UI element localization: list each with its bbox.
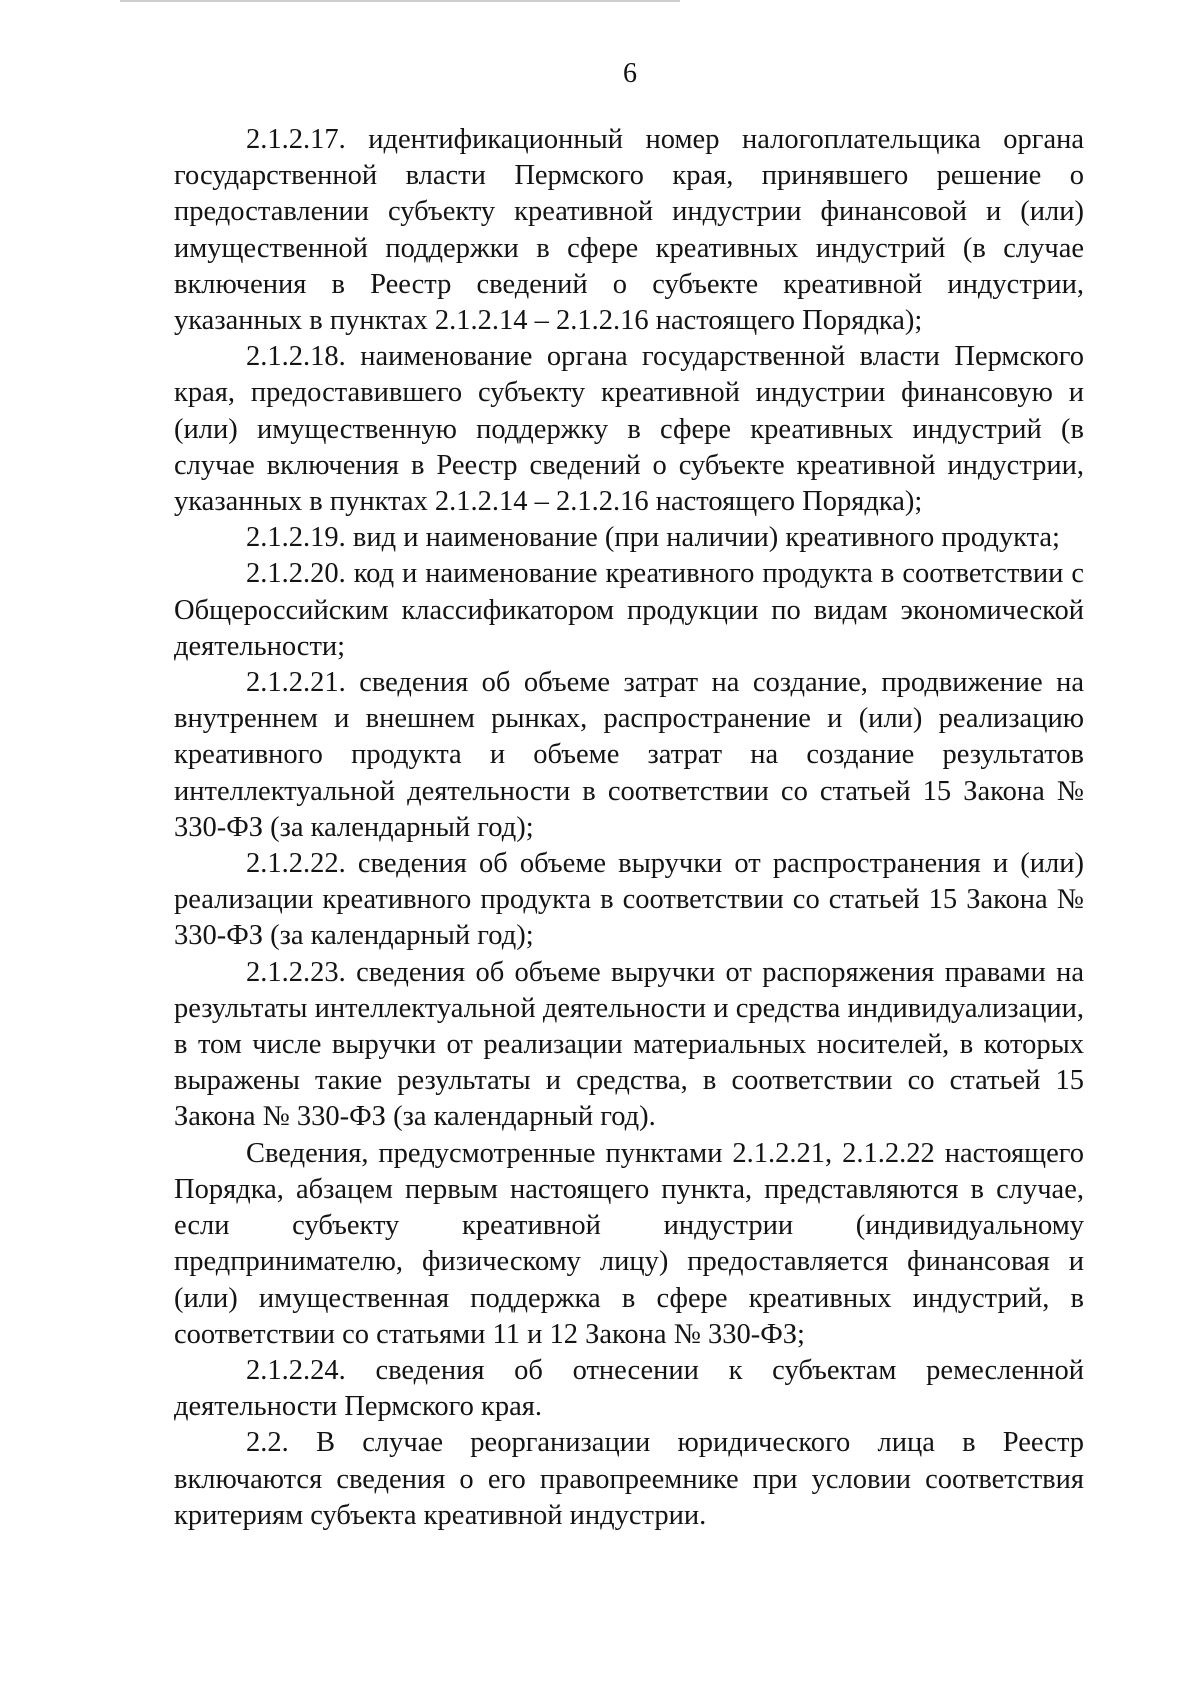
clause-number: 2.1.2.21.	[246, 667, 346, 699]
clause-text: сведения об отнесении к субъектам ремесленной деятельности Пермского края.	[174, 1354, 1084, 1423]
clause-number: 2.1.2.19.	[246, 522, 346, 554]
clause-2-1-2-19	[174, 520, 1084, 556]
clause-2-1-2-17	[174, 122, 1084, 339]
clause-text: идентификационный номер налогоплательщика органа государственной власти Пермского края, принявшего решение о предоставлении субъекту креативной индустрии финансовой и (или) имущественной поддержки в сфере креативных индустрий (в случае включения в Реестр сведений о субъекте креативной индустрии, указанных в пунктах 2.1.2.14 – 2.1.2.16 настоящего Порядка);	[174, 124, 1085, 337]
clause-text: Сведения, предусмотренные пунктами 2.1.2.21, 2.1.2.22 настоящего Порядка, абзацем первым настоящего пункта, представляются в случае, если субъекту креативной индустрии (индивидуальному предпринимателю, физическому лицу) предоставляется финансовая и (или) имущественная поддержка в сфере креативных индустрий, в соответствии со статьями 11 и 12 Закона № 330-ФЗ;	[174, 1137, 1084, 1350]
clause-number: 2.1.2.18.	[246, 341, 346, 373]
clause-text: код и наименование креативного продукта в соответствии с Общероссийским классификатором продукции по видам экономической деятельности;	[174, 558, 1084, 662]
clause-number: 2.1.2.22.	[246, 848, 346, 880]
clause-number: 2.1.2.23.	[246, 956, 346, 988]
clause-text: сведения об объеме выручки от распоряжения правами на результаты интеллектуальной деятельности и средства индивидуализации, в том числе выручки от реализации материальных носителей, в которых выражены такие результаты и средства, в соответствии со статьей 15 Закона № 330-ФЗ (за календарный год).	[174, 956, 1084, 1133]
clause-text: наименование органа государственной власти Пермского края, предоставившего субъекту креативной индустрии финансовую и (или) имущественную поддержку в сфере креативных индустрий (в случае включения в Реестр сведений о субъекте креативной индустрии, указанных в пунктах 2.1.2.14 – 2.1.2.16 настоящего Порядка);	[174, 341, 1084, 518]
clause-2-2	[174, 1425, 1084, 1534]
page-number: 6	[623, 58, 637, 89]
clause-2-1-2-18	[174, 339, 1084, 520]
clause-text: сведения об объеме затрат на создание, продвижение на внутреннем и внешнем рынках, распространение и (или) реализацию креативного продукта и объеме затрат на создание результатов интеллектуальной деятельности в соответствии со статьей 15 Закона № 330-ФЗ (за календарный год);	[174, 667, 1085, 843]
clause-2-1-2-24	[174, 1353, 1084, 1425]
clause-2-1-2-21	[174, 665, 1084, 846]
clause-text: В случае реорганизации юридического лица в Реестр включаются сведения о его правопреемнике при условии соответствия критериям субъекта креативной индустрии.	[174, 1427, 1084, 1531]
clause-number: 2.1.2.20.	[246, 558, 346, 590]
document-body	[174, 122, 1084, 1534]
clause-number: 2.1.2.24.	[246, 1354, 346, 1386]
clause-2-1-2-20	[174, 556, 1084, 665]
clause-2-1-2-22	[174, 846, 1084, 955]
clause-number: 2.2.	[246, 1427, 289, 1459]
scan-edge-line	[120, 0, 680, 2]
clause-2-1-2-23	[174, 955, 1084, 1136]
clause-text: сведения об объеме выручки от распространения и (или) реализации креативного продукта в соответствии со статьей 15 Закона № 330-ФЗ (за календарный год);	[174, 848, 1085, 952]
clause-number: 2.1.2.17.	[246, 124, 346, 155]
clause-text: вид и наименование (при наличии) креативного продукта;	[352, 522, 1060, 554]
clause-note-paragraph	[174, 1136, 1084, 1353]
